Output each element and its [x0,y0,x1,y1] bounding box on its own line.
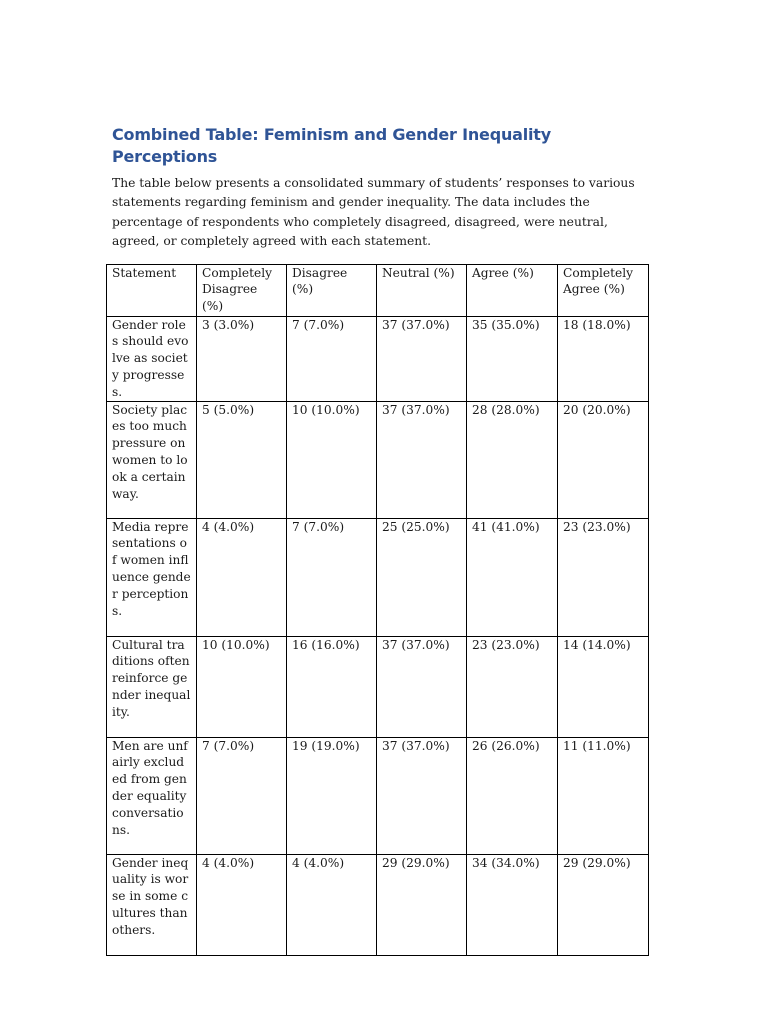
statement-cell: Media representations of women influence gender perceptions. [107,518,197,636]
table-row [107,737,649,854]
disagree-cell: 7 (7.0%) [287,316,377,401]
agree-cell: 34 (34.0%) [467,854,558,955]
header-cell-completely-agree: Completely Agree (%) [558,264,649,316]
neutral-cell: 37 (37.0%) [377,737,467,854]
document-heading: Combined Table: Feminism and Gender Inequality Perceptions [112,125,551,166]
agree-cell: 28 (28.0%) [467,401,558,518]
neutral-cell: 37 (37.0%) [377,316,467,401]
table-row [107,401,649,518]
table-row [107,854,649,955]
header-cell-disagree: Disagree (%) [287,264,377,316]
neutral-cell: 29 (29.0%) [377,854,467,955]
neutral-cell: 37 (37.0%) [377,401,467,518]
completely-disagree-cell: 4 (4.0%) [197,854,287,955]
agree-cell: 41 (41.0%) [467,518,558,636]
disagree-cell: 19 (19.0%) [287,737,377,854]
disagree-cell: 4 (4.0%) [287,854,377,955]
header-cell-completely-disagree: Completely Disagree (%) [197,264,287,316]
header-cell-statement: Statement [107,264,197,316]
statement-cell: Gender inequality is worse in some cultures than others. [107,854,197,955]
completely-agree-cell: 11 (11.0%) [558,737,649,854]
survey-table [106,264,649,956]
document-page [112,124,652,956]
completely-agree-cell: 20 (20.0%) [558,401,649,518]
completely-disagree-cell: 3 (3.0%) [197,316,287,401]
neutral-cell: 25 (25.0%) [377,518,467,636]
header-cell-agree: Agree (%) [467,264,558,316]
intro-paragraph: The table below presents a consolidated summary of students’ responses to various statements regarding feminism and gender inequality. The data includes the percentage of respondents who completely disagreed, disagreed, were neutral, agreed, or completely agreed with each statement. [112,176,635,249]
neutral-cell: 37 (37.0%) [377,636,467,737]
completely-agree-cell: 29 (29.0%) [558,854,649,955]
completely-agree-cell: 18 (18.0%) [558,316,649,401]
disagree-cell: 7 (7.0%) [287,518,377,636]
agree-cell: 23 (23.0%) [467,636,558,737]
disagree-cell: 16 (16.0%) [287,636,377,737]
statement-cell: Men are unfairly excluded from gender equality conversations. [107,737,197,854]
completely-disagree-cell: 10 (10.0%) [197,636,287,737]
header-cell-neutral: Neutral (%) [377,264,467,316]
table-header-row [107,264,649,316]
completely-disagree-cell: 5 (5.0%) [197,401,287,518]
agree-cell: 26 (26.0%) [467,737,558,854]
completely-disagree-cell: 4 (4.0%) [197,518,287,636]
completely-disagree-cell: 7 (7.0%) [197,737,287,854]
statement-cell: Gender roles should evolve as society progresses. [107,316,197,401]
statement-cell: Society places too much pressure on women to look a certain way. [107,401,197,518]
completely-agree-cell: 14 (14.0%) [558,636,649,737]
completely-agree-cell: 23 (23.0%) [558,518,649,636]
table-row [107,636,649,737]
table-row [107,518,649,636]
table-row [107,316,649,401]
agree-cell: 35 (35.0%) [467,316,558,401]
statement-cell: Cultural traditions often reinforce gender inequality. [107,636,197,737]
disagree-cell: 10 (10.0%) [287,401,377,518]
